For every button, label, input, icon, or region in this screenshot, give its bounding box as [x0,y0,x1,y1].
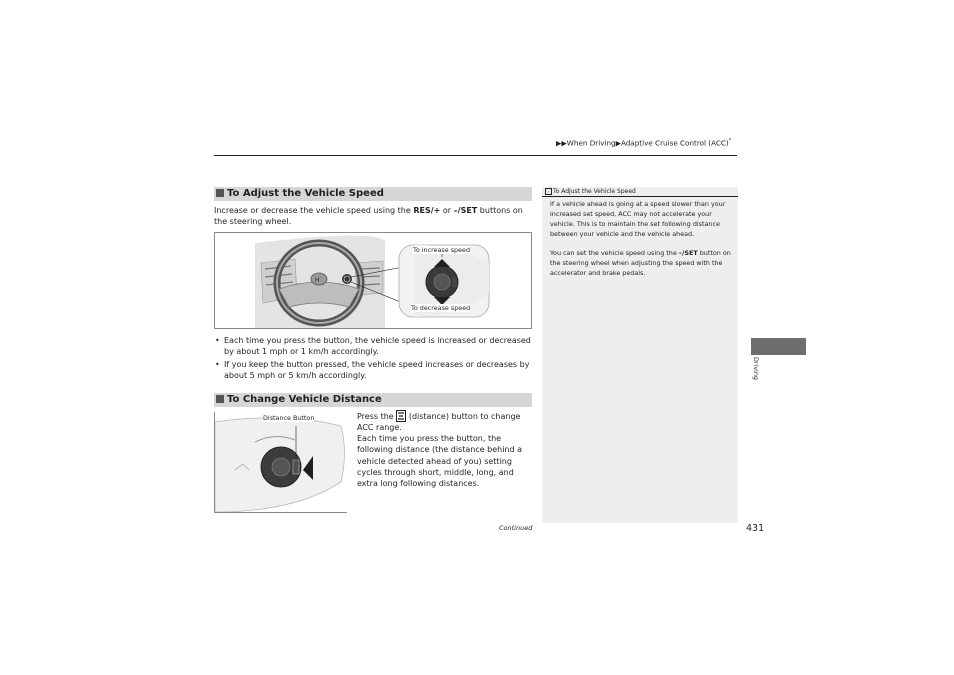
square-bullet-icon [216,395,224,403]
svg-text:H: H [315,277,320,284]
steering-wheel-illustration [215,233,532,329]
intro-paragraph: Increase or decrease the vehicle speed using the RES/+ or –/SET buttons on the steering wheel. [214,206,523,227]
section-title: To Adjust the Vehicle Speed [227,188,384,199]
breadcrumb-star: * [728,138,732,144]
sidebar-heading: › To Adjust the Vehicle Speed [542,187,738,197]
callout-increase-speed: To increase speed [413,246,471,254]
breadcrumb [556,138,731,147]
callout-distance-button: Distance Button [263,414,315,422]
distance-paragraph: Press the (distance) button to change ACC range. [357,412,521,433]
distance-button-illustration [215,412,347,513]
distance-icon [396,410,406,422]
speed-bullet-list [214,335,534,383]
arrow-icon: ▶ [615,139,621,148]
reference-icon: › [545,188,552,195]
list-item: • If you keep the button pressed, the vehicle speed increases or decreases by about 5 mph or 5 km/h accordingly. [214,359,534,382]
section-heading-change-distance [214,393,532,407]
continued-label: Continued [499,524,533,532]
callout-decrease-speed: To decrease speed [411,304,471,312]
square-bullet-icon [216,189,224,197]
sidebar-paragraph-2: You can set the vehicle speed using the –/SET button on the steering wheel when adjusting the speed with the accelerator and brake pedals. [550,249,731,277]
sidebar-paragraph-1: If a vehicle ahead is going at a speed slower than your increased set speed, ACC may not accelerate your vehicle. This is to maintain the set following distance between your vehicle and the vehicle ahead. [550,200,726,238]
distance-button-figure [214,412,347,513]
header-rule [214,155,737,156]
chapter-tab-label: Driving [752,357,760,380]
section-title: To Change Vehicle Distance [227,394,382,405]
section-heading-adjust-speed [214,187,532,201]
breadcrumb-part1: When Driving [566,138,616,148]
breadcrumb-part2: Adaptive Cruise Control (ACC) [620,138,729,148]
steering-wheel-figure [214,232,532,329]
double-arrow-icon: ▶▶ [556,139,567,148]
chapter-tab [751,338,806,355]
list-item: • Each time you press the button, the vehicle speed is increased or decreased by about 1 mph or 1 km/h accordingly. [214,335,534,358]
page-number: 431 [746,523,765,534]
distance-description: Each time you press the button, the following distance (the distance behind a vehicle detected ahead of you) setting cycles through short, middle, long, and extra long following distances. [357,434,523,489]
